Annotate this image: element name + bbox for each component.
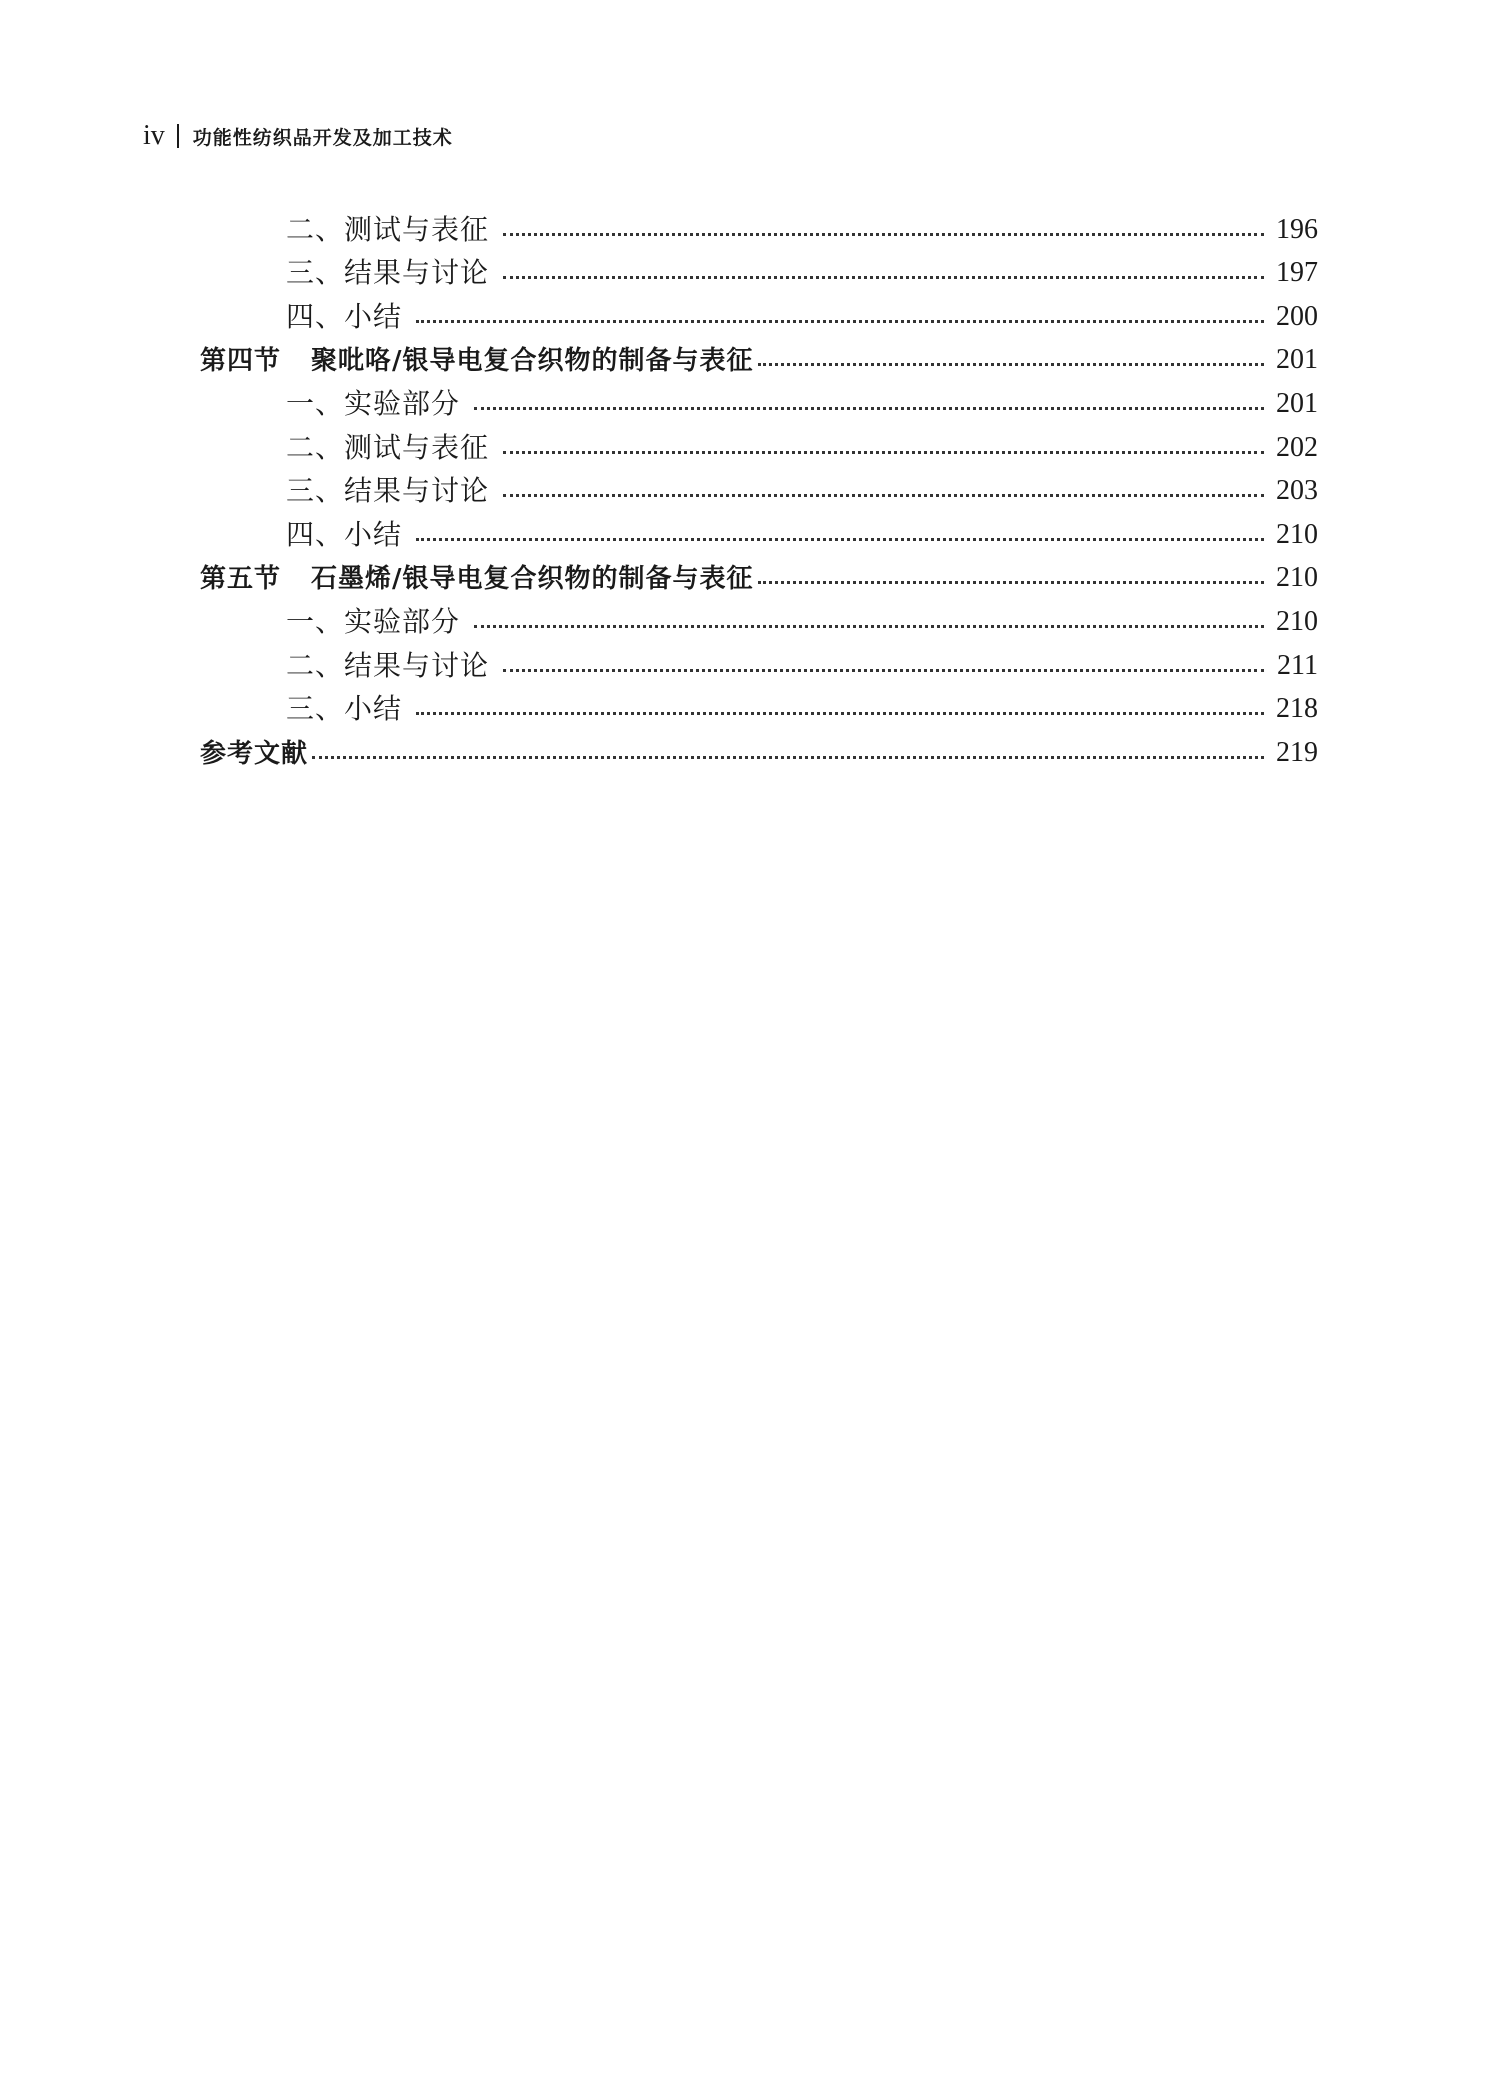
toc-entry: [200, 509, 1318, 553]
section-label: 第四节: [200, 346, 282, 377]
toc-entry-page: 218: [1276, 693, 1318, 725]
toc-entry-title: 三、结果与讨论: [286, 474, 490, 508]
dot-leader: [503, 494, 1264, 497]
dot-leader: [474, 407, 1264, 410]
toc-entry: [200, 466, 1318, 510]
toc-entry: [200, 378, 1318, 422]
toc-entry-page: 219: [1276, 736, 1318, 768]
header-divider: [177, 124, 179, 148]
toc-section-title: [200, 566, 754, 596]
toc-entry-page: 203: [1276, 475, 1318, 507]
toc-entry-page: 210: [1276, 562, 1318, 594]
dot-leader: [503, 451, 1264, 454]
toc-entry-page: 202: [1276, 431, 1318, 463]
toc-entry-title: 三、小结: [286, 692, 403, 726]
toc-section-title: [200, 348, 754, 378]
dot-leader: [758, 363, 1264, 366]
toc-entry-title: 二、测试与表征: [286, 430, 490, 464]
toc-entry-title: 四、小结: [286, 299, 403, 333]
page-number: iv: [143, 120, 165, 151]
toc-entry-title: 四、小结: [286, 517, 403, 551]
toc-entry: [200, 248, 1318, 292]
dot-leader: [416, 712, 1264, 715]
toc-entry-title: 三、结果与讨论: [286, 256, 490, 290]
toc-entry-title: 二、结果与讨论: [286, 648, 490, 682]
toc-entry-page: 196: [1276, 213, 1318, 245]
toc-entry: [200, 291, 1318, 335]
toc-section-entry: [200, 335, 1318, 379]
dot-leader: [758, 581, 1264, 584]
book-title: 功能性纺织品开发及加工技术: [192, 126, 453, 149]
toc-entry-page: 201: [1276, 344, 1318, 376]
toc-entry: [200, 422, 1318, 466]
dot-leader: [503, 276, 1264, 279]
toc-entry-page: 201: [1276, 387, 1318, 419]
toc-section-entry: [200, 727, 1318, 771]
section-title-text: 聚吡咯/银导电复合织物的制备与表征: [311, 346, 754, 377]
toc-entry-title: 一、实验部分: [286, 604, 461, 638]
dot-leader: [416, 538, 1264, 541]
toc-entry: [200, 640, 1318, 684]
dot-leader: [474, 625, 1264, 628]
toc-section-entry: [200, 553, 1318, 597]
section-label: 第五节: [200, 564, 282, 595]
section-title-text: 石墨烯/银导电复合织物的制备与表征: [311, 564, 754, 595]
toc-entry-title: 一、实验部分: [286, 386, 461, 420]
toc-entry-page: 210: [1276, 605, 1318, 637]
toc-entry: [200, 684, 1318, 728]
toc-entry: [200, 596, 1318, 640]
dot-leader: [312, 756, 1264, 759]
dot-leader: [503, 233, 1264, 236]
toc-entry: [200, 204, 1318, 248]
toc-section-title: 参考文献: [200, 738, 309, 769]
toc-entry-page: 200: [1276, 300, 1318, 332]
dot-leader: [416, 320, 1264, 323]
toc-entry-title: 二、测试与表征: [286, 212, 490, 246]
running-header: [143, 118, 453, 154]
dot-leader: [503, 669, 1264, 672]
toc-entry-page: 197: [1276, 257, 1318, 289]
table-of-contents: [200, 204, 1318, 771]
toc-entry-page: 210: [1276, 518, 1318, 550]
toc-entry-page: 211: [1277, 649, 1318, 681]
